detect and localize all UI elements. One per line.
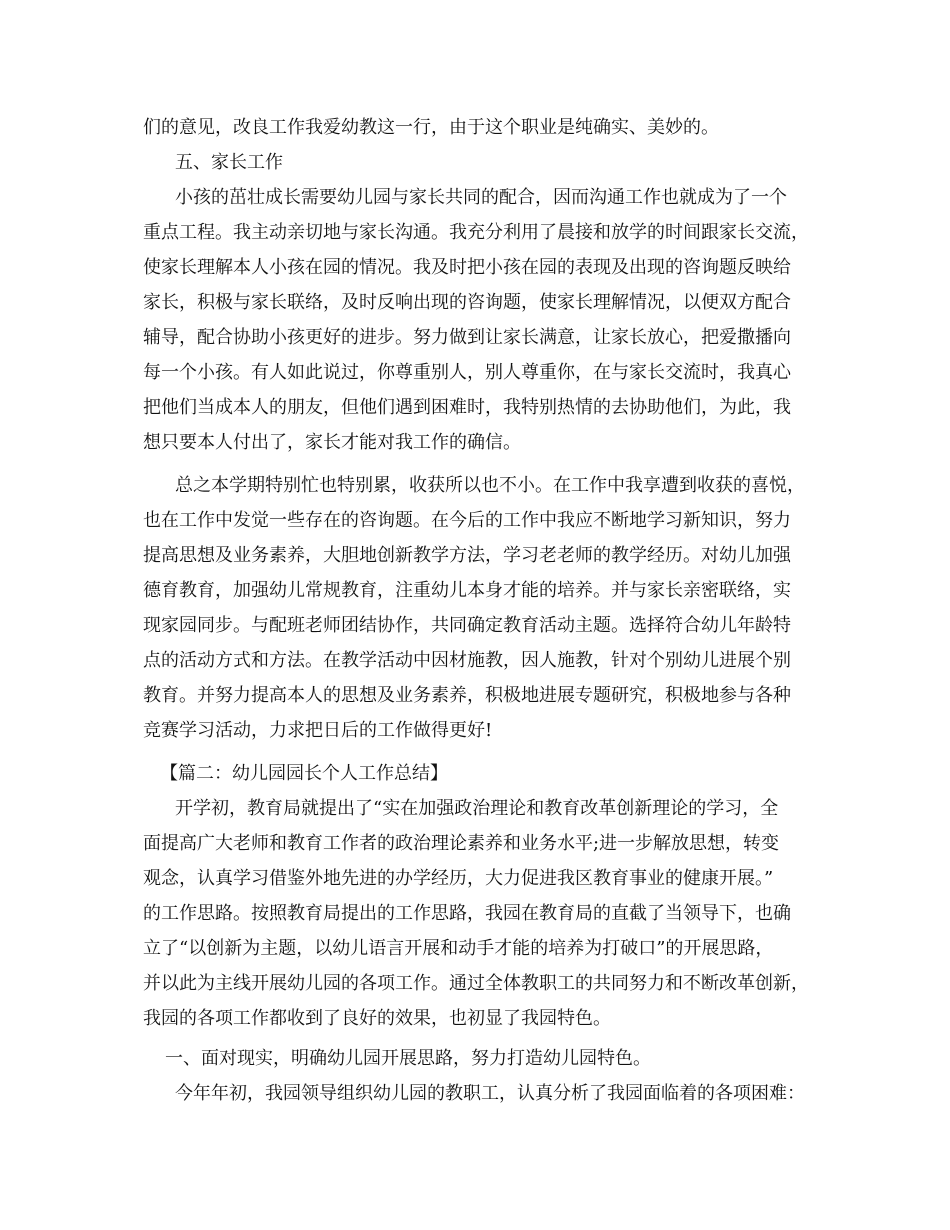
- text-line: 想只要本人付出了，家长才能对我工作的确信。: [143, 432, 521, 453]
- text-line: 提高思想及业务素养，大胆地创新教学方法，学习老老师的教学经历。对幼儿加强: [143, 545, 791, 566]
- text-line: 家长，积极与家长联络，及时反响出现的咨询题，使家长理解情况，以便双方配合: [143, 292, 791, 313]
- section-heading: 五、家长工作: [175, 152, 283, 173]
- text-line: 并以此为主线开展幼儿园的各项工作。通过全体教职工的共同努力和不断改革创新，: [143, 973, 809, 994]
- text-line: 竞赛学习活动，力求把日后的工作做得更好!: [143, 720, 493, 741]
- text-line: 辅导，配合协助小孩更好的进步。努力做到让家长满意，让家长放心，把爱撒播向: [143, 327, 791, 348]
- text-line: 使家长理解本人小孩在园的情况。我及时把小孩在园的表现及出现的咨询题反映给: [143, 257, 791, 278]
- text-line: 开学初，教育局就提出了“实在加强政治理论和教育改革创新理论的学习，全: [175, 798, 779, 819]
- section-heading: 一、面对现实，明确幼儿园开展思路，努力打造幼儿园特色。: [165, 1048, 651, 1069]
- text-line: 立了“以创新为主题，以幼儿语言开展和动手才能的培养为打破口”的开展思路，: [143, 938, 774, 959]
- text-line: 点的活动方式和方法。在教学活动中因材施教，因人施教，针对个别幼儿进展个别: [143, 650, 791, 671]
- text-line: 也在工作中发觉一些存在的咨询题。在今后的工作中我应不断地学习新知识，努力: [143, 510, 791, 531]
- text-line: 观念，认真学习借鉴外地先进的办学经历，大力促进我区教育事业的健康开展。”: [143, 868, 774, 889]
- text-line: 现家园同步。与配班老师团结协作，共同确定教育活动主题。选择符合幼儿年龄特: [143, 615, 791, 636]
- text-line: 的工作思路。按照教育局提出的工作思路，我园在教育局的直截了当领导下，也确: [143, 903, 791, 924]
- text-line: 们的意见，改良工作我爱幼教这一行，由于这个职业是纯确实、美妙的。: [143, 117, 719, 138]
- text-line: 教育。并努力提高本人的思想及业务素养，积极地进展专题研究，积极地参与各种: [143, 685, 791, 706]
- text-line: 我园的各项工作都收到了良好的效果，也初显了我园特色。: [143, 1008, 611, 1029]
- text-line: 面提高广大老师和教育工作者的政治理论素养和业务水平;进一步解放思想，转变: [143, 833, 780, 854]
- text-line: 每一个小孩。有人如此说过，你尊重别人，别人尊重你，在与家长交流时，我真心: [143, 362, 791, 383]
- text-line: 把他们当成本人的朋友，但他们遇到困难时，我特别热情的去协助他们，为此，我: [143, 397, 791, 418]
- text-line: 德育教育，加强幼儿常规教育，注重幼儿本身才能的培养。并与家长亲密联络，实: [143, 580, 791, 601]
- text-line: 今年年初，我园领导组织幼儿园的教职工，认真分析了我园面临着的各项困难：: [175, 1083, 805, 1104]
- text-line: 总之本学期特别忙也特别累，收获所以也不小。在工作中我享遭到收获的喜悦，: [175, 475, 805, 496]
- chapter-heading: 【篇二：幼儿园园长个人工作总结】: [160, 763, 448, 784]
- text-line: 小孩的茁壮成长需要幼儿园与家长共同的配合，因而沟通工作也就成为了一个: [175, 187, 787, 208]
- text-line: 重点工程。我主动亲切地与家长沟通。我充分利用了晨接和放学的时间跟家长交流，: [143, 222, 809, 243]
